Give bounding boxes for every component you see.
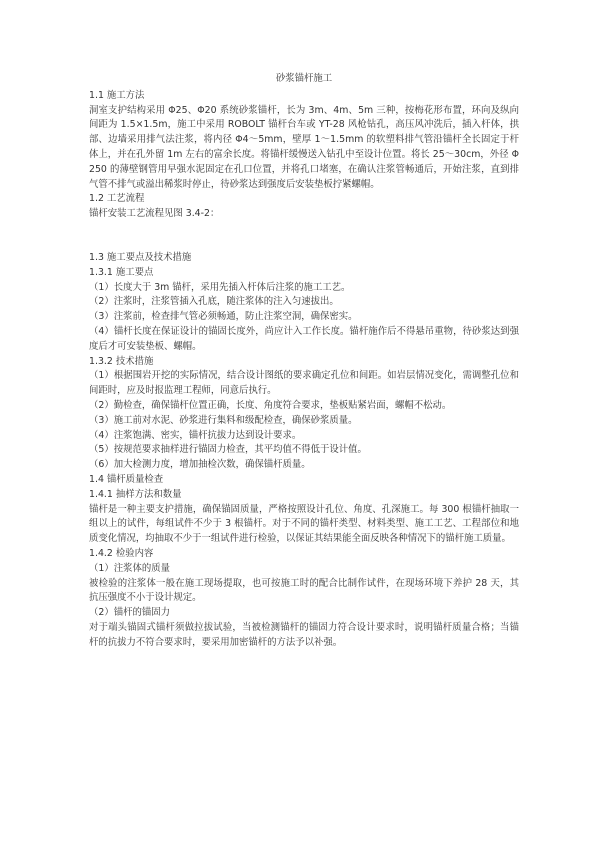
section-1-4-2-heading: 1.4.2 检验内容 [89,547,154,559]
section-1-2-body: 锚杆安装工艺流程见图 3.4-2： [89,208,220,220]
subsection-anchorage-force-heading: （2）锚杆的锚固力 [89,607,170,619]
section-1-1-body: 洞室支护结构采用 Φ25、Φ20 系统砂浆锚杆，长为 3m、4m、5m 三种，按梅花形布置，环向及纵向间距为 1.5×1.5m，施工中采用 ROBOLT 锚杆台车或 YT-28 风枪钻孔，高压风冲洗后，插入杆体，拱部、边墙采用排气法注浆，将内径 Φ4～5mm，壁厚 1～1.5mm 的软塑料排气管沿锚杆全长固定于杆体上，并在孔外留 1m 左右的富余长度。将锚杆缓慢送入钻孔中至设计位置。将长 25～30cm，外径 Φ250 的薄壁钢管用早强水泥固定在孔口位置，并将孔口堵塞，在确认注浆管畅通后，开始注浆，直到排气管不排气或溢出稀浆时停止，待砂浆达到强度后安装垫板拧紧螺帽。 [89,104,519,190]
section-1-4-heading: 1.4 锚杆质量检查 [89,473,164,485]
list-item: （5）按规范要求抽样进行锚固力检查，其平均值不得低于设计值。 [89,444,367,456]
list-item: （6）加大检测力度，增加抽检次数，确保锚杆质量。 [89,459,311,471]
list-item: （3）注浆前，检查排气管必须畅通，防止注浆空洞，确保密实。 [89,311,358,323]
figure-placeholder-space [89,222,519,251]
section-1-3-heading: 1.3 施工要点及技术措施 [89,251,192,263]
section-1-3-2-heading: 1.3.2 技术措施 [89,355,154,367]
list-item: （4）注浆饱满、密实，锚杆抗拔力达到设计要求。 [89,429,302,441]
section-1-4-1-heading: 1.4.1 抽样方法和数量 [89,488,182,500]
list-item: （1）长度大于 3m 锚杆，采用先插入杆体后注浆的施工工艺。 [89,281,351,293]
document-page [89,72,519,650]
document-title: 砂浆锚杆施工 [275,73,333,84]
list-item: （4）锚杆长度在保证设计的锚固长度外，尚应计入工作长度。锚杆施作后不得悬吊重物，待砂浆达到强度后才可安装垫板、螺帽。 [89,325,519,352]
subsection-grout-quality-heading: （1）注浆体的质量 [89,562,170,574]
section-1-1-heading: 1.1 施工方法 [89,89,145,101]
subsection-grout-quality-body: 被检验的注浆体一般在施工现场提取，也可按施工时的配合比制作试件，在现场环境下养护 28 天，其抗压强度不小于设计规定。 [89,577,519,604]
list-item: （3）施工前对水泥、砂浆进行集料和级配检查，确保砂浆质量。 [89,414,358,426]
section-1-2-heading: 1.2 工艺流程 [89,193,145,205]
section-1-4-1-body: 锚杆是一种主要支护措施，确保锚固质量，严格按照设计孔位、角度、孔深施工。每 300 根锚杆抽取一组以上的试件，每组试件不少于 3 根锚杆。对于不同的锚杆类型、材料类型、施工工艺、工程部位和地质变化情况，均抽取不少于一组试件进行检验，以保证其结果能全面反映各种情况下的锚杆施工质量。 [89,503,519,545]
list-item: （2）注浆时，注浆管插入孔底，随注浆体的注入匀速拔出。 [89,296,339,308]
list-item: （1）根据围岩开挖的实际情况，结合设计图纸的要求确定孔位和间距。如岩层情况变化，需调整孔位和间距时，应及时报监理工程师，同意后执行。 [89,370,519,397]
section-1-3-1-heading: 1.3.1 施工要点 [89,266,154,278]
list-item: （2）勤检查，确保锚杆位置正确，长度、角度符合要求，垫板贴紧岩面，螺帽不松动。 [89,399,452,411]
subsection-anchorage-force-body: 对于端头锚固式锚杆须做拉拔试验，当被检测锚杆的锚固力符合设计要求时，说明锚杆质量合格；当锚杆的抗拔力不符合要求时，要采用加密锚杆的方法予以补强。 [89,621,519,648]
